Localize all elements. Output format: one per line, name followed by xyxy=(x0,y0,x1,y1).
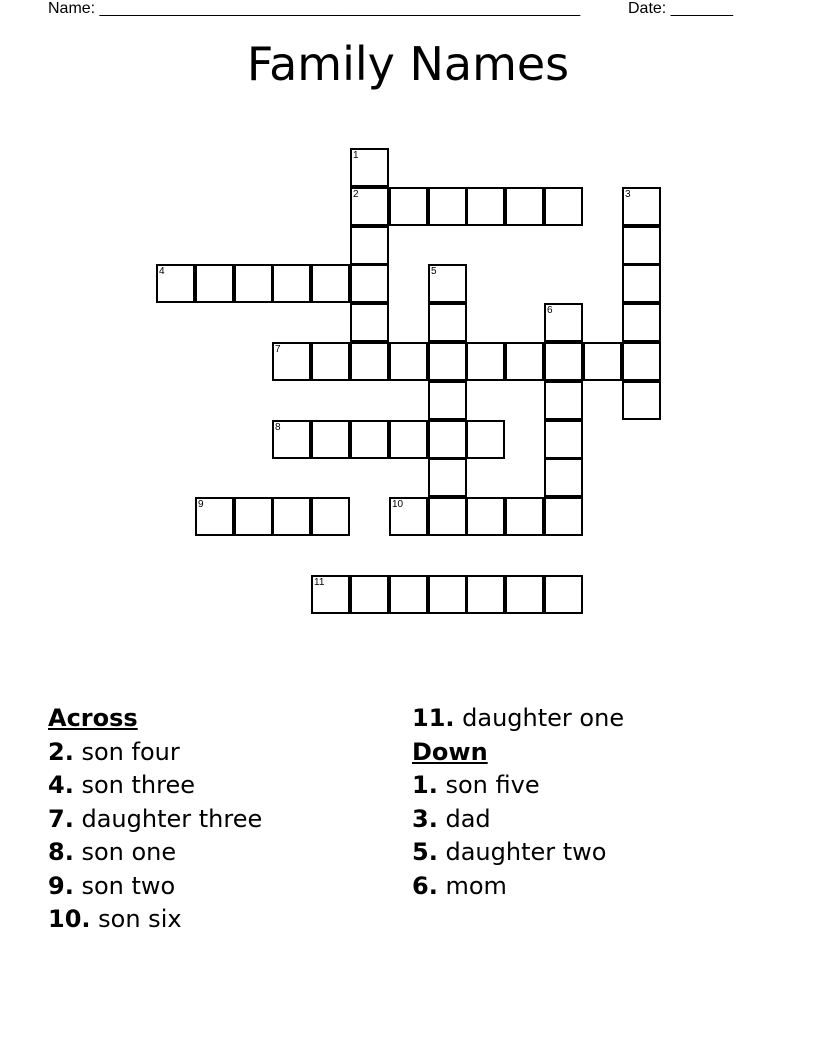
down-clue xyxy=(412,769,624,803)
crossword-cell[interactable] xyxy=(350,226,389,265)
crossword-cell[interactable] xyxy=(311,497,350,536)
down-heading: Down xyxy=(412,737,488,766)
across-clue xyxy=(48,736,262,770)
crossword-cell[interactable] xyxy=(156,264,195,303)
clues-column-left xyxy=(48,702,262,937)
crossword-cell[interactable] xyxy=(311,575,350,614)
crossword-cell[interactable] xyxy=(428,575,467,614)
cell-number: 9 xyxy=(198,499,204,510)
clue-number: 11. xyxy=(412,704,455,732)
cell-number: 10 xyxy=(392,499,404,510)
crossword-cell[interactable] xyxy=(350,148,389,187)
crossword-cell[interactable] xyxy=(389,575,428,614)
clue-number: 4. xyxy=(48,771,74,799)
crossword-cell[interactable] xyxy=(350,342,389,381)
cell-number: 5 xyxy=(431,266,437,277)
crossword-cell[interactable] xyxy=(466,575,505,614)
crossword-cell[interactable] xyxy=(428,497,467,536)
crossword-cell[interactable] xyxy=(505,575,544,614)
clue-number: 10. xyxy=(48,905,91,933)
crossword-cell[interactable] xyxy=(622,187,661,226)
crossword-cell[interactable] xyxy=(350,303,389,342)
crossword-cell[interactable] xyxy=(505,342,544,381)
crossword-cell[interactable] xyxy=(389,497,428,536)
clue-text: mom xyxy=(445,871,507,900)
crossword-cell[interactable] xyxy=(389,187,428,226)
clue-text: dad xyxy=(445,804,491,833)
cell-number: 6 xyxy=(547,305,553,316)
across-clue xyxy=(48,870,262,904)
crossword-cell[interactable] xyxy=(311,264,350,303)
down-clue xyxy=(412,836,624,870)
clues-column-right xyxy=(412,702,624,903)
clue-text: son three xyxy=(81,771,195,799)
crossword-cell[interactable] xyxy=(350,420,389,459)
crossword-cell[interactable] xyxy=(311,342,350,381)
crossword-cell[interactable] xyxy=(466,187,505,226)
crossword-cell[interactable] xyxy=(428,420,467,459)
crossword-cell[interactable] xyxy=(311,420,350,459)
crossword-cell[interactable] xyxy=(466,342,505,381)
crossword-cell[interactable] xyxy=(428,303,467,342)
crossword-cell[interactable] xyxy=(466,497,505,536)
crossword-cell[interactable] xyxy=(195,264,234,303)
across-heading: Across xyxy=(48,704,138,732)
clue-number: 3. xyxy=(412,804,438,833)
across-clue xyxy=(48,769,262,803)
across-clue xyxy=(48,903,262,937)
crossword-cell[interactable] xyxy=(544,458,583,497)
crossword-cell[interactable] xyxy=(428,381,467,420)
clue-text: son two xyxy=(81,871,176,900)
cell-number: 3 xyxy=(625,189,631,200)
clue-number: 1. xyxy=(412,771,438,799)
crossword-cell[interactable] xyxy=(622,303,661,342)
cell-number: 4 xyxy=(159,266,165,277)
crossword-cell[interactable] xyxy=(544,575,583,614)
crossword-cell[interactable] xyxy=(544,381,583,420)
crossword-cell[interactable] xyxy=(466,420,505,459)
crossword-cell[interactable] xyxy=(544,187,583,226)
cell-number: 7 xyxy=(275,344,281,355)
crossword-cell[interactable] xyxy=(272,497,311,536)
cell-number: 11 xyxy=(314,577,325,588)
across-clue xyxy=(48,836,262,870)
clue-number: 5. xyxy=(412,838,438,866)
crossword-cell[interactable] xyxy=(583,342,622,381)
clue-number: 9. xyxy=(48,871,74,900)
crossword-cell[interactable] xyxy=(389,342,428,381)
crossword-cell[interactable] xyxy=(544,497,583,536)
crossword-cell[interactable] xyxy=(272,420,311,459)
crossword-cell[interactable] xyxy=(622,264,661,303)
crossword-cell[interactable] xyxy=(505,497,544,536)
across-clue xyxy=(48,803,262,837)
crossword-cell[interactable] xyxy=(544,342,583,381)
clue-text: daughter one xyxy=(462,704,625,732)
clue-text: son five xyxy=(445,771,540,799)
crossword-cell[interactable] xyxy=(428,342,467,381)
clue-number: 6. xyxy=(412,871,438,900)
crossword-cell[interactable] xyxy=(389,420,428,459)
down-clue xyxy=(412,803,624,837)
date-field-line: Date: _______ xyxy=(628,0,733,17)
name-field-line: Name: ______________________________________________________ xyxy=(48,0,581,17)
clue-text: daughter two xyxy=(445,838,607,866)
crossword-cell[interactable] xyxy=(350,575,389,614)
crossword-cell[interactable] xyxy=(622,342,661,381)
clue-number: 7. xyxy=(48,804,74,833)
clue-text: daughter three xyxy=(81,804,263,833)
crossword-cell[interactable] xyxy=(428,187,467,226)
crossword-cell[interactable] xyxy=(234,264,273,303)
crossword-cell[interactable] xyxy=(428,264,467,303)
crossword-cell[interactable] xyxy=(544,420,583,459)
crossword-cell[interactable] xyxy=(505,187,544,226)
cell-number: 8 xyxy=(275,422,281,433)
across-clue xyxy=(412,702,624,736)
crossword-cell[interactable] xyxy=(272,342,311,381)
page-title: Family Names xyxy=(246,37,570,91)
cell-number: 1 xyxy=(353,150,359,161)
crossword-cell[interactable] xyxy=(544,303,583,342)
crossword-cell[interactable] xyxy=(234,497,273,536)
clue-text: son six xyxy=(98,905,182,933)
crossword-cell[interactable] xyxy=(350,264,389,303)
crossword-cell[interactable] xyxy=(622,226,661,265)
crossword-cell[interactable] xyxy=(195,497,234,536)
clue-text: son four xyxy=(81,737,180,766)
down-clue xyxy=(412,870,624,904)
crossword-cell[interactable] xyxy=(428,458,467,497)
cell-number: 2 xyxy=(353,189,359,200)
clue-number: 2. xyxy=(48,737,74,766)
crossword-cell[interactable] xyxy=(350,187,389,226)
clue-text: son one xyxy=(81,838,177,866)
clue-number: 8. xyxy=(48,838,74,866)
crossword-cell[interactable] xyxy=(622,381,661,420)
crossword-cell[interactable] xyxy=(272,264,311,303)
